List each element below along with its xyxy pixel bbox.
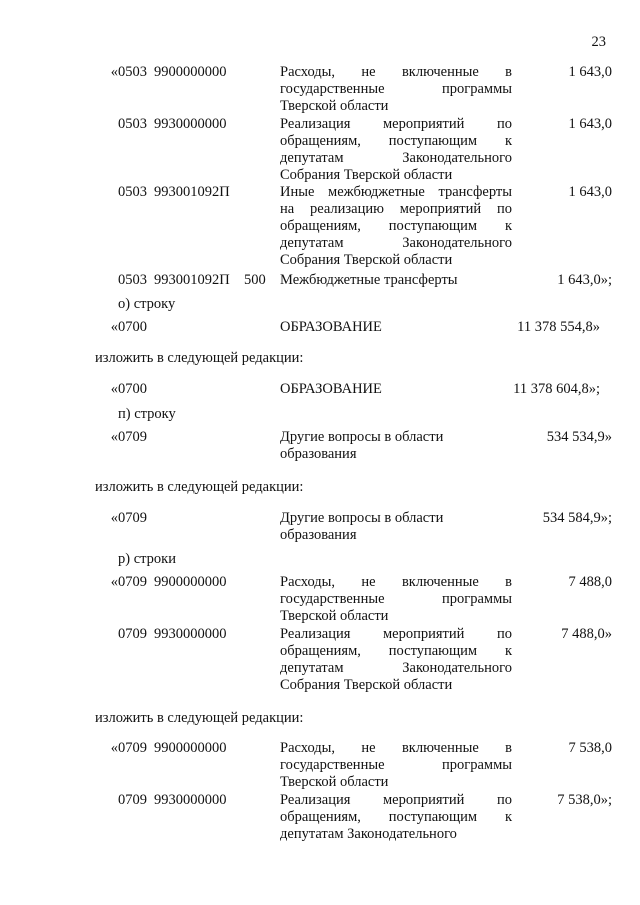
description-line: Расходы, не включенные в xyxy=(280,740,512,756)
row-description xyxy=(280,272,512,289)
description-line: Реализация мероприятий по xyxy=(280,626,512,642)
target-article: 9930000000 xyxy=(154,116,227,132)
row-description xyxy=(280,740,512,791)
target-article: 9900000000 xyxy=(154,574,227,590)
expense-type: 500 xyxy=(244,272,266,288)
section-code: «0709 xyxy=(110,429,147,445)
description-line: обращениям, поступающим к xyxy=(280,133,512,149)
amount: 11 378 604,8»; xyxy=(513,381,600,397)
row-description xyxy=(280,792,512,843)
row-description xyxy=(280,184,512,269)
section-code: «0709 xyxy=(110,510,147,526)
description-line: Расходы, не включенные в xyxy=(280,574,512,590)
amount: 534 584,9»; xyxy=(542,510,612,526)
row-description xyxy=(280,574,512,625)
description-line: Собрания Тверской области xyxy=(280,252,453,268)
amount: 7 538,0»; xyxy=(557,792,612,808)
section-code: 0503 xyxy=(118,272,147,288)
section-code: «0700 xyxy=(110,319,147,335)
description-line: государственные программы xyxy=(280,591,512,607)
subitem-text: о) строку xyxy=(118,296,176,312)
target-article: 9930000000 xyxy=(154,626,227,642)
subitem-text: р) строки xyxy=(118,551,176,567)
edit-instruction-text: изложить в следующей редакции: xyxy=(95,350,304,366)
description-line: Реализация мероприятий по xyxy=(280,792,512,808)
target-article: 993001092П xyxy=(154,184,230,200)
description-line: Реализация мероприятий по xyxy=(280,116,512,132)
row-description xyxy=(280,64,512,115)
description-line: Другие вопросы в области xyxy=(280,429,444,445)
amount: 1 643,0 xyxy=(568,116,612,132)
description-line: депутатам Законодательного xyxy=(280,826,457,842)
target-article: 993001092П xyxy=(154,272,230,288)
description-line: Тверской области xyxy=(280,774,389,790)
section-code: 0503 xyxy=(118,184,147,200)
target-article: 9930000000 xyxy=(154,792,227,808)
target-article: 9900000000 xyxy=(154,740,227,756)
page-number: 23 xyxy=(591,34,606,50)
amount: 7 488,0 xyxy=(568,574,612,590)
description-line: государственные программы xyxy=(280,81,512,97)
description-line: образования xyxy=(280,446,357,462)
amount: 7 488,0» xyxy=(561,626,612,642)
row-description xyxy=(280,429,512,463)
amount: 1 643,0 xyxy=(568,64,612,80)
description-line: Собрания Тверской области xyxy=(280,167,453,183)
description-line: Тверской области xyxy=(280,608,389,624)
description-line: Межбюджетные трансферты xyxy=(280,272,458,288)
description-line: депутатам Законодательного xyxy=(280,235,512,251)
description-line: Другие вопросы в области xyxy=(280,510,444,526)
description-line: образования xyxy=(280,527,357,543)
edit-instruction-text: изложить в следующей редакции: xyxy=(95,479,304,495)
row-description xyxy=(280,510,512,544)
section-code: «0709 xyxy=(110,740,147,756)
description-line: государственные программы xyxy=(280,757,512,773)
amount: 11 378 554,8» xyxy=(517,319,600,335)
section-code: 0503 xyxy=(118,116,147,132)
description-line: обращениям, поступающим к xyxy=(280,218,512,234)
description-line: обращениям, поступающим к xyxy=(280,643,512,659)
section-code: 0709 xyxy=(118,626,147,642)
description-line: депутатам Законодательного xyxy=(280,660,512,676)
target-article: 9900000000 xyxy=(154,64,227,80)
row-description xyxy=(280,626,512,694)
section-code: 0709 xyxy=(118,792,147,808)
row-description xyxy=(280,116,512,184)
description-line: Тверской области xyxy=(280,98,389,114)
description-line: ОБРАЗОВАНИЕ xyxy=(280,381,382,397)
subitem-text: п) строку xyxy=(118,406,176,422)
section-code: «0503 xyxy=(110,64,147,80)
row-description xyxy=(280,319,512,336)
amount: 1 643,0 xyxy=(568,184,612,200)
amount: 7 538,0 xyxy=(568,740,612,756)
section-code: «0709 xyxy=(110,574,147,590)
description-line: Иные межбюджетные трансферты xyxy=(280,184,512,200)
description-line: депутатам Законодательного xyxy=(280,150,512,166)
description-line: ОБРАЗОВАНИЕ xyxy=(280,319,382,335)
description-line: Расходы, не включенные в xyxy=(280,64,512,80)
section-code: «0700 xyxy=(110,381,147,397)
edit-instruction-text: изложить в следующей редакции: xyxy=(95,710,304,726)
description-line: обращениям, поступающим к xyxy=(280,809,512,825)
description-line: Собрания Тверской области xyxy=(280,677,453,693)
amount: 1 643,0»; xyxy=(557,272,612,288)
row-description xyxy=(280,381,512,398)
description-line: на реализацию мероприятий по xyxy=(280,201,512,217)
amount: 534 534,9» xyxy=(546,429,612,445)
